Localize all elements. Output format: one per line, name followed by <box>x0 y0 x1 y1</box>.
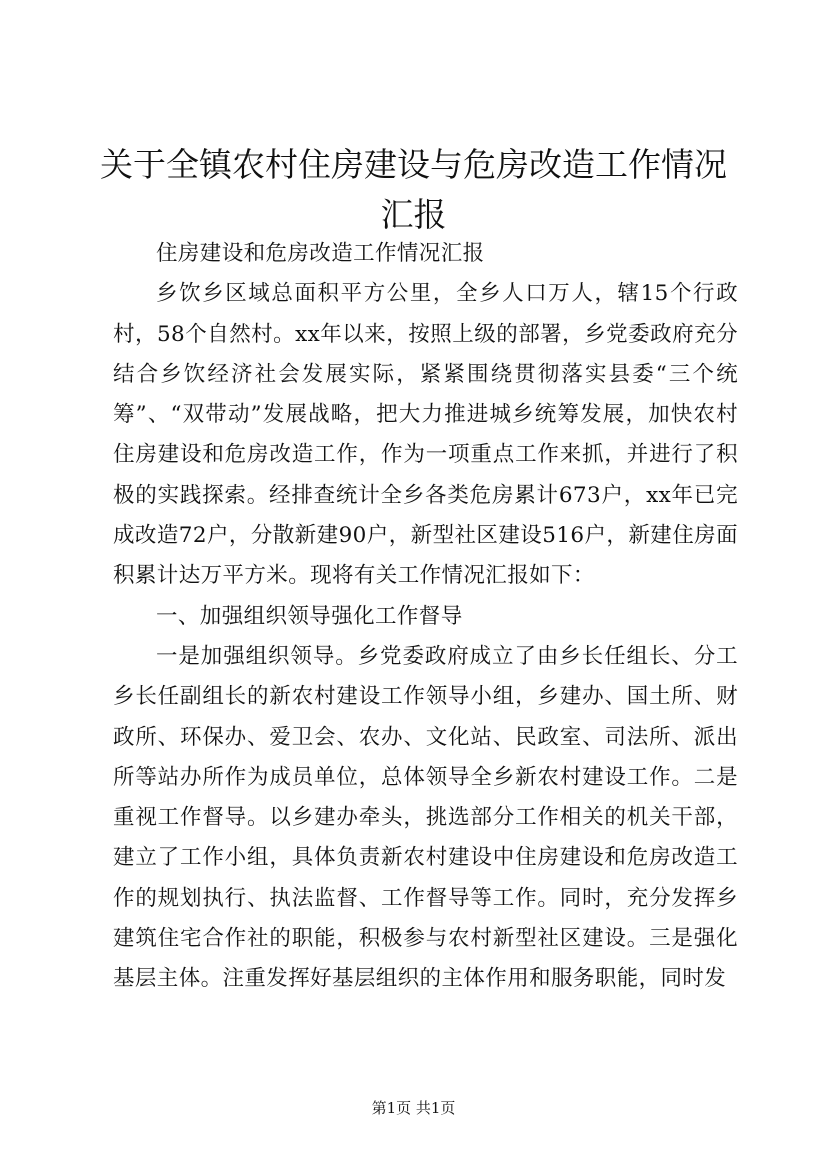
paragraph-overview: 乡饮乡区域总面积平方公里，全乡人口万人，辖15个行政村，58个自然村。xx年以来，按照上级的部署，乡党委政府充分结合乡饮经济社会发展实际，紧紧围绕贯彻落实县委“三个统筹”、“双带动”发展战略，把大力推进城乡统筹发展，加快农村住房建设和危房改造工作，作为一项重点工作来抓，并进行了积极的实践探索。经排查统计全乡各类危房累计673户，xx年已完成改造72户，分散新建90户，新型社区建设516户，新建住房面积累计达万平方米。现将有关工作情况汇报如下： <box>113 281 738 589</box>
document-body <box>113 234 738 1000</box>
section-heading: 一、加强组织领导强化工作督导 <box>156 603 463 629</box>
document-title: 关于全镇农村住房建设与危房改造工作情况汇报 <box>100 145 727 234</box>
paragraph-subtitle: 住房建设和危房改造工作情况汇报 <box>156 241 485 266</box>
page-footer: 第1页 共1页 <box>371 1099 456 1117</box>
paragraph-organization: 一是加强组织领导。乡党委政府成立了由乡长任组长、分工乡长任副组长的新农村建设工作领导小组，乡建办、国土所、财政所、环保办、爱卫会、农办、文化站、民政室、司法所、派出所等站办所作为成员单位，总体领导全乡新农村建设工作。二是重视工作督导。以乡建办牵头，挑选部分工作相关的机关干部，建立了工作小组，具体负责新农村建设中住房建设和危房改造工作的规划执行、执法监督、工作督导等工作。同时，充分发挥乡建筑住宅合作社的职能，积极参与农村新型社区建设。三是强化基层主体。注重发挥好基层组织的主体作用和服务职能，同时发 <box>113 643 738 992</box>
